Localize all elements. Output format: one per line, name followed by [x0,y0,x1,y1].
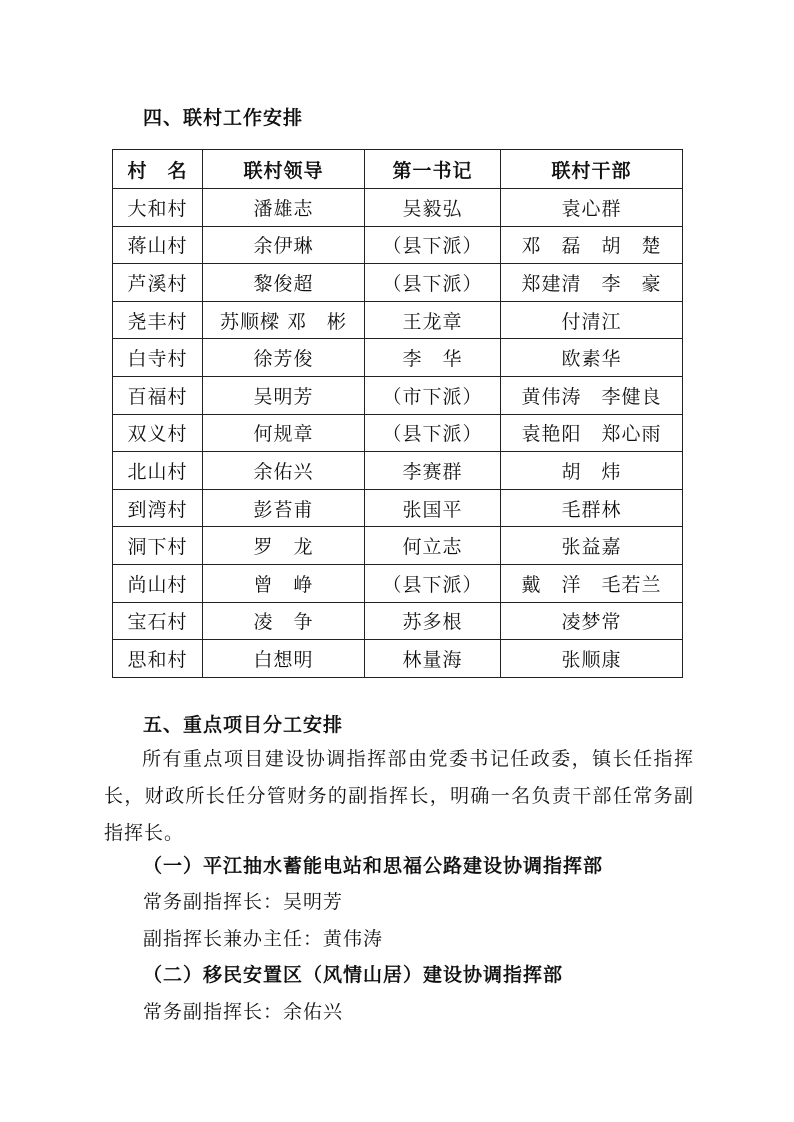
section4-title: 四、联村工作安排 [143,107,304,129]
cell-liaison-cadre: 张顺康 [501,640,683,678]
cell-liaison-cadre: 张益嘉 [501,527,683,565]
cell-liaison-leader: 潘雄志 [203,189,365,227]
table-row [113,339,683,377]
cell-village: 芦溪村 [113,264,203,302]
header-village: 村 名 [113,150,203,189]
table-row [113,640,683,678]
table-row [113,376,683,414]
cell-first-secretary: （县下派） [365,414,501,452]
subsection2-title: （二）移民安置区（风情山居）建设协调指挥部 [143,964,564,986]
table-row [113,602,683,640]
table-header-row [113,150,683,189]
header-liaison-cadre: 联村干部 [501,150,683,189]
cell-village: 蒋山村 [113,226,203,264]
table-row [113,452,683,490]
cell-village: 尧丰村 [113,301,203,339]
cell-liaison-cadre: 胡 炜 [501,452,683,490]
table-row [113,489,683,527]
cell-village: 洞下村 [113,527,203,565]
cell-village: 北山村 [113,452,203,490]
cell-village: 大和村 [113,189,203,227]
cell-liaison-leader: 曾 峥 [203,564,365,602]
cell-first-secretary: 林量海 [365,640,501,678]
cell-first-secretary: 张国平 [365,489,501,527]
table-row [113,264,683,302]
cell-liaison-leader: 余佑兴 [203,452,365,490]
cell-first-secretary: 吴毅弘 [365,189,501,227]
cell-liaison-leader: 黎俊超 [203,264,365,302]
subsection1-deputy-director: 副指挥长兼办主任：黄伟涛 [143,928,384,950]
cell-first-secretary: （县下派） [365,564,501,602]
cell-liaison-cadre: 袁心群 [501,189,683,227]
cell-village: 思和村 [113,640,203,678]
cell-liaison-leader: 苏顺樑 邓 彬 [203,301,365,339]
table-row [113,564,683,602]
cell-village: 白寺村 [113,339,203,377]
cell-first-secretary: 李 华 [365,339,501,377]
cell-village: 百福村 [113,376,203,414]
cell-liaison-cadre: 邓 磊 胡 楚 [501,226,683,264]
cell-liaison-cadre: 郑建清 李 豪 [501,264,683,302]
cell-village: 尚山村 [113,564,203,602]
table-row [113,527,683,565]
section5-title: 五、重点项目分工安排 [143,714,344,736]
cell-liaison-cadre: 戴 洋 毛若兰 [501,564,683,602]
cell-first-secretary: （县下派） [365,264,501,302]
cell-liaison-cadre: 欧素华 [501,339,683,377]
header-liaison-leader: 联村领导 [203,150,365,189]
cell-first-secretary: 何立志 [365,527,501,565]
table-row [113,189,683,227]
cell-village: 双义村 [113,414,203,452]
cell-village: 宝石村 [113,602,203,640]
table-row [113,226,683,264]
subsection1-title: （一）平江抽水蓄能电站和思福公路建设协调指挥部 [143,855,604,877]
cell-liaison-leader: 徐芳俊 [203,339,365,377]
cell-first-secretary: 王龙章 [365,301,501,339]
table-row [113,301,683,339]
cell-first-secretary: 李赛群 [365,452,501,490]
cell-village: 到湾村 [113,489,203,527]
cell-first-secretary: （市下派） [365,376,501,414]
cell-liaison-leader: 吴明芳 [203,376,365,414]
section5-paragraph: 所有重点项目建设协调指挥部由党委书记任政委，镇长任指挥长，财政所长任分管财务的副指挥长，明确一名负责干部任常务副指挥长。 [104,748,694,844]
cell-liaison-leader: 白想明 [203,640,365,678]
subsection2-executive-deputy: 常务副指挥长：余佑兴 [143,1001,344,1023]
village-liaison-table [112,149,683,678]
cell-liaison-cadre: 付清江 [501,301,683,339]
cell-liaison-leader: 凌 争 [203,602,365,640]
cell-liaison-leader: 彭苔甫 [203,489,365,527]
cell-liaison-cadre: 袁艳阳 郑心雨 [501,414,683,452]
cell-liaison-cadre: 黄伟涛 李健良 [501,376,683,414]
cell-liaison-leader: 罗 龙 [203,527,365,565]
cell-first-secretary: （县下派） [365,226,501,264]
cell-liaison-leader: 余伊琳 [203,226,365,264]
subsection1-executive-deputy: 常务副指挥长：吴明芳 [143,891,344,913]
cell-first-secretary: 苏多根 [365,602,501,640]
cell-liaison-cadre: 凌梦常 [501,602,683,640]
cell-liaison-cadre: 毛群林 [501,489,683,527]
header-first-secretary: 第一书记 [365,150,501,189]
cell-liaison-leader: 何规章 [203,414,365,452]
table-row [113,414,683,452]
